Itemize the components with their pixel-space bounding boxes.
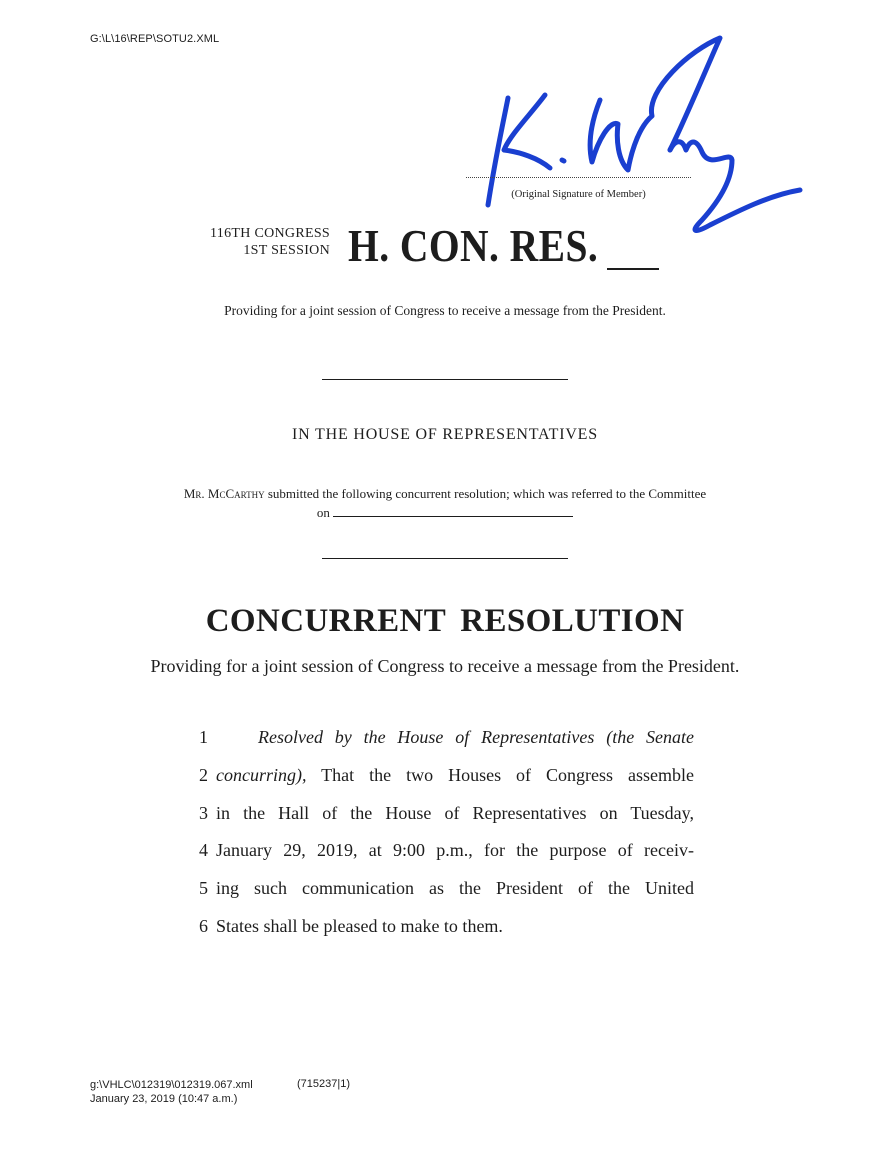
signature-stroke-tail: [670, 142, 800, 231]
action-text: submitted the following concurrent resolution; which was referred to the Committee on: [267, 486, 707, 520]
official-title: Providing for a joint session of Congress to receive a message from the President.: [150, 656, 740, 676]
measure-number-blank: [607, 268, 659, 270]
line-number: 3: [199, 802, 208, 823]
body-line: [186, 802, 716, 840]
footer-metadata: [90, 1078, 253, 1106]
signature-stroke-k-arm: [504, 95, 550, 168]
short-title: Providing for a joint session of Congress to receive a message from the President.: [224, 303, 666, 318]
body-line: [186, 839, 716, 877]
body-line: [186, 915, 716, 953]
body-line: [186, 726, 716, 764]
line-number: 2: [199, 764, 208, 785]
signature-line: [466, 177, 691, 178]
line-text: in the Hall of the House of Representatives on Tuesday,: [216, 802, 694, 823]
document-type-heading: CONCURRENT RESOLUTION: [205, 603, 685, 639]
congress-label: 116TH CONGRESS: [210, 226, 330, 241]
member-signature: [470, 20, 810, 250]
congress-session-block: [150, 225, 330, 259]
body-line: [186, 764, 716, 802]
file-path: G:\L\16\REP\SOTU2.XML: [90, 33, 220, 45]
sponsor-name: Mr. McCarthy: [183, 486, 265, 501]
divider-rule: [322, 379, 568, 380]
line-text: ing such communication as the President of the United: [216, 878, 694, 899]
action-statement: [180, 484, 710, 522]
line-number: 5: [199, 878, 208, 899]
line-text: January 29, 2019, at 9:00 p.m., for the purpose of receiv-: [216, 840, 694, 861]
footer-xml-path: g:\VHLC\012319\012319.067.xml: [90, 1079, 253, 1091]
footer-doc-id: (715237|1): [297, 1078, 351, 1090]
footer-timestamp: January 23, 2019 (10:47 a.m.): [90, 1093, 238, 1105]
line-number: 4: [199, 840, 208, 861]
enacting-italic: concurring),: [216, 764, 307, 785]
line-text: States shall be pleased to make to them.: [216, 915, 503, 936]
chamber-heading: IN THE HOUSE OF REPRESENTATIVES: [292, 426, 598, 443]
enacting-text: That the two Houses of Congress assemble: [306, 764, 694, 785]
divider-rule: [322, 558, 568, 559]
session-label: 1ST SESSION: [243, 243, 330, 258]
line-text: [216, 764, 694, 786]
committee-blank: [333, 505, 573, 517]
signature-caption: (Original Signature of Member): [511, 189, 646, 200]
line-number: 6: [199, 915, 208, 936]
measure-title: H. CON. RES.: [348, 220, 599, 271]
signature-stroke-dot: [562, 160, 564, 161]
line-text: Resolved by the House of Representatives (the Senate: [258, 727, 694, 747]
line-number: 1: [199, 727, 208, 747]
body-line: [186, 877, 716, 915]
resolution-text: [186, 726, 716, 953]
